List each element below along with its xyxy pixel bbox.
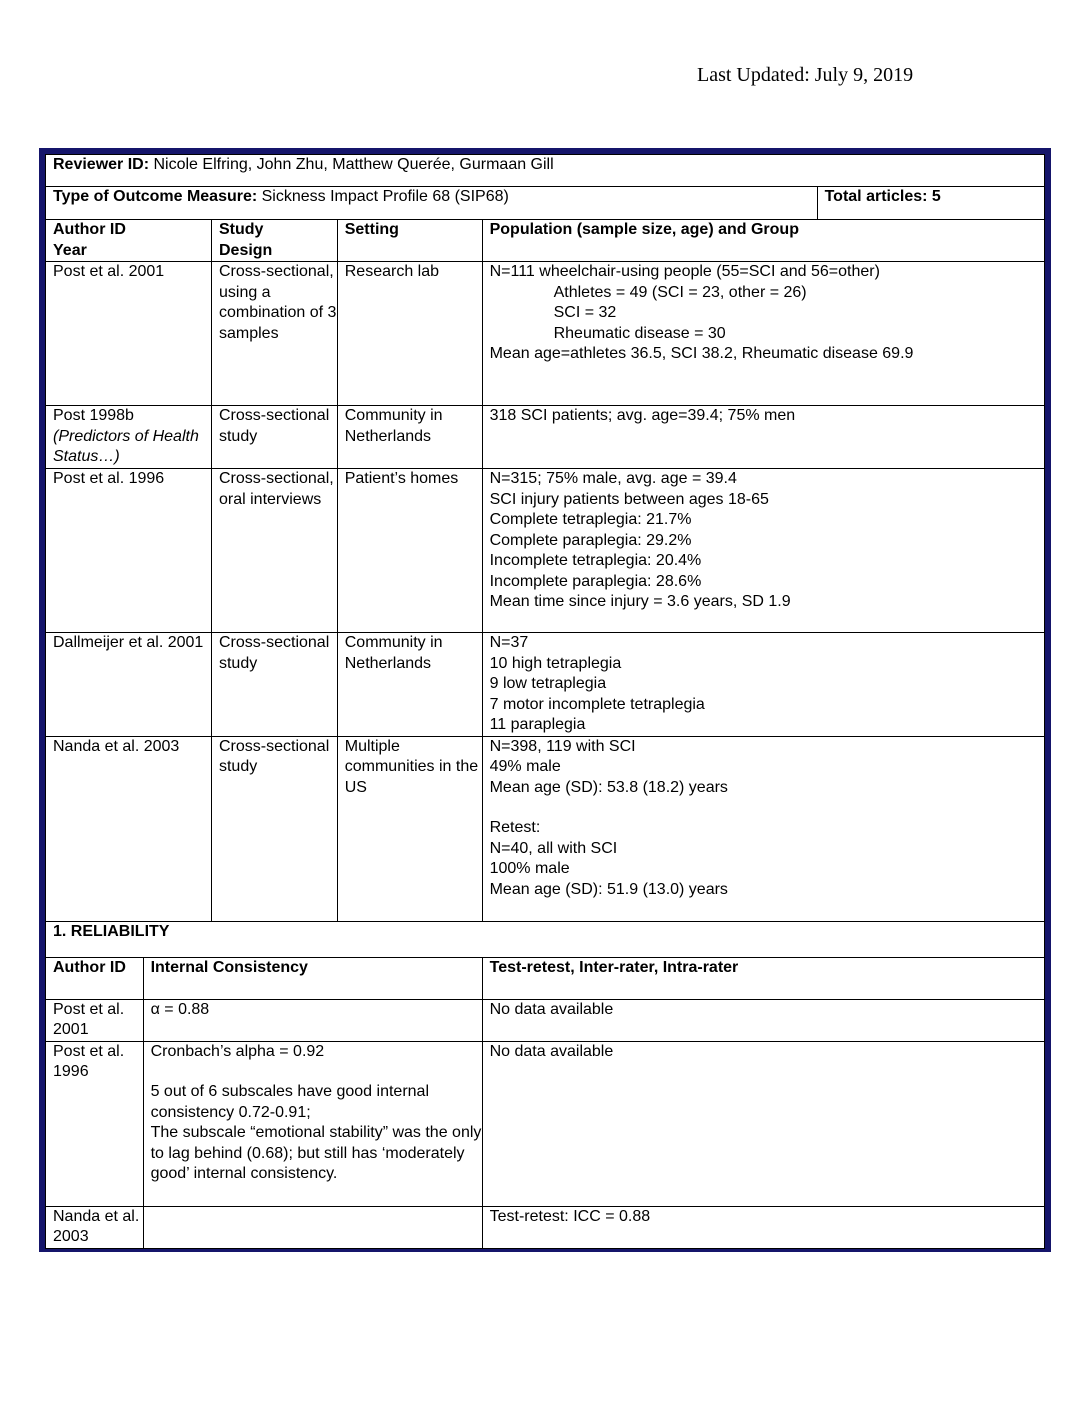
rel-test-retest: No data available xyxy=(482,1041,1044,1206)
population-line: Mean age=athletes 36.5, SCI 38.2, Rheumatic disease 69.9 xyxy=(489,345,914,362)
rel-author: Post et al. 1996 xyxy=(46,1041,144,1206)
rel-internal: α = 0.88 xyxy=(143,999,482,1041)
population-line: 11 paraplegia xyxy=(489,716,586,733)
header-design xyxy=(211,220,337,262)
population-line: Mean age (SD): 51.9 (13.0) years xyxy=(489,880,728,898)
internal-line: Cronbach’s alpha = 0.92 xyxy=(150,1042,325,1060)
header-author xyxy=(46,220,212,262)
spacer xyxy=(490,798,1044,818)
study-setting: Multiple communities in the US xyxy=(337,736,482,921)
spacer xyxy=(151,1062,482,1082)
reliability-row xyxy=(46,999,1045,1041)
population-line: Retest: xyxy=(489,819,541,836)
header-author-line1: Author ID xyxy=(53,221,126,238)
header-population: Population (sample size, age) and Group xyxy=(482,220,1044,262)
population-line: Mean time since injury = 3.6 years, SD 1.9 xyxy=(489,593,791,610)
study-row xyxy=(46,262,1045,406)
population-line: Complete paraplegia: 29.2% xyxy=(489,531,692,549)
outcome-value: Sickness Impact Profile 68 (SIP68) xyxy=(257,188,509,205)
population-line: SCI = 32 xyxy=(553,304,617,321)
population-line: N=398, 119 with SCI xyxy=(489,737,636,755)
study-author: Post et al. 1996 xyxy=(46,469,212,633)
population-line: 49% male xyxy=(489,758,561,775)
study-setting: Patient’s homes xyxy=(337,469,482,633)
population-line: 9 low tetraplegia xyxy=(489,675,607,692)
population-line: 10 high tetraplegia xyxy=(489,654,622,672)
rel-author: Post et al. 2001 xyxy=(46,999,144,1041)
study-setting: Research lab xyxy=(337,262,482,406)
population-line: Complete tetraplegia: 21.7% xyxy=(489,511,692,528)
study-author-note: (Predictors of Health Status…) xyxy=(53,427,199,465)
header-design-line2: Design xyxy=(218,241,273,259)
outcome-measure-cell xyxy=(46,187,818,220)
rel-test-retest: No data available xyxy=(482,999,1044,1041)
population-line: N=111 wheelchair-using people (55=SCI and 56=other) xyxy=(489,263,880,280)
reviewer-label: Reviewer ID: xyxy=(53,156,150,173)
outcome-label: Type of Outcome Measure: xyxy=(53,188,258,205)
last-updated: Last Updated: July 9, 2019 xyxy=(697,64,914,86)
study-design: Cross-sectional study xyxy=(211,633,337,737)
population-line: Incomplete paraplegia: 28.6% xyxy=(489,572,702,590)
study-row xyxy=(46,736,1045,921)
study-design: Cross-sectional study xyxy=(211,406,337,469)
rel-author: Nanda et al. 2003 xyxy=(46,1206,144,1248)
section-reliability-title: 1. RELIABILITY xyxy=(46,921,1045,957)
rel-internal xyxy=(143,1206,482,1248)
population-line: Incomplete tetraplegia: 20.4% xyxy=(489,552,702,569)
population-line: Rheumatic disease = 30 xyxy=(553,324,726,342)
study-row xyxy=(46,469,1045,633)
review-table-frame xyxy=(39,148,1051,1252)
study-design: Cross-sectional, oral interviews xyxy=(211,469,337,633)
study-population xyxy=(482,633,1044,737)
reviewer-value: Nicole Elfring, John Zhu, Matthew Querée, Gurmaan Gill xyxy=(149,156,554,173)
study-population xyxy=(482,469,1044,633)
rel-test-retest: Test-retest: ICC = 0.88 xyxy=(482,1206,1044,1248)
study-author: Dallmeijer et al. 2001 xyxy=(46,633,212,737)
rel-internal xyxy=(143,1041,482,1206)
header-setting: Setting xyxy=(337,220,482,262)
total-articles: Total articles: 5 xyxy=(817,187,1044,220)
reliability-row xyxy=(46,1041,1045,1206)
rel-header-internal: Internal Consistency xyxy=(143,957,482,999)
population-line: SCI injury patients between ages 18-65 xyxy=(489,490,769,508)
study-design: Cross-sectional, using a combination of 3 samples xyxy=(211,262,337,406)
study-author-name: Post 1998b xyxy=(53,407,134,424)
population-line: 100% male xyxy=(489,860,570,877)
population-line: Mean age (SD): 53.8 (18.2) years xyxy=(489,778,728,796)
population-line: N=37 xyxy=(489,634,529,651)
study-population xyxy=(482,262,1044,406)
study-population: 318 SCI patients; avg. age=39.4; 75% men xyxy=(482,406,1044,469)
study-setting: Community in Netherlands xyxy=(337,406,482,469)
study-design: Cross-sectional study xyxy=(211,736,337,921)
reviewer-row xyxy=(46,155,1045,187)
header-design-line1: Study xyxy=(218,221,264,238)
population-line: N=40, all with SCI xyxy=(489,839,618,857)
study-population xyxy=(482,736,1044,921)
rel-header-test-retest: Test-retest, Inter-rater, Intra-rater xyxy=(482,957,1044,999)
header-author-line2: Year xyxy=(53,241,87,259)
study-author: Nanda et al. 2003 xyxy=(46,736,212,921)
population-line: 7 motor incomplete tetraplegia xyxy=(489,695,705,713)
population-line: N=315; 75% male, avg. age = 39.4 xyxy=(489,470,737,487)
reliability-row xyxy=(46,1206,1045,1248)
study-author: Post et al. 2001 xyxy=(46,262,212,406)
population-line: Athletes = 49 (SCI = 23, other = 26) xyxy=(553,283,807,301)
internal-line: 5 out of 6 subscales have good internal consistency 0.72-0.91; xyxy=(150,1083,429,1121)
study-row xyxy=(46,633,1045,737)
reliability-table xyxy=(45,957,1045,1249)
internal-line: The subscale “emotional stability” was the only to lag behind (0.68); but still has ‘moderately good’ internal consistency. xyxy=(150,1124,482,1182)
study-row xyxy=(46,406,1045,469)
study-setting: Community in Netherlands xyxy=(337,633,482,737)
rel-header-author: Author ID xyxy=(46,957,144,999)
study-table xyxy=(45,154,1045,958)
study-author xyxy=(46,406,212,469)
